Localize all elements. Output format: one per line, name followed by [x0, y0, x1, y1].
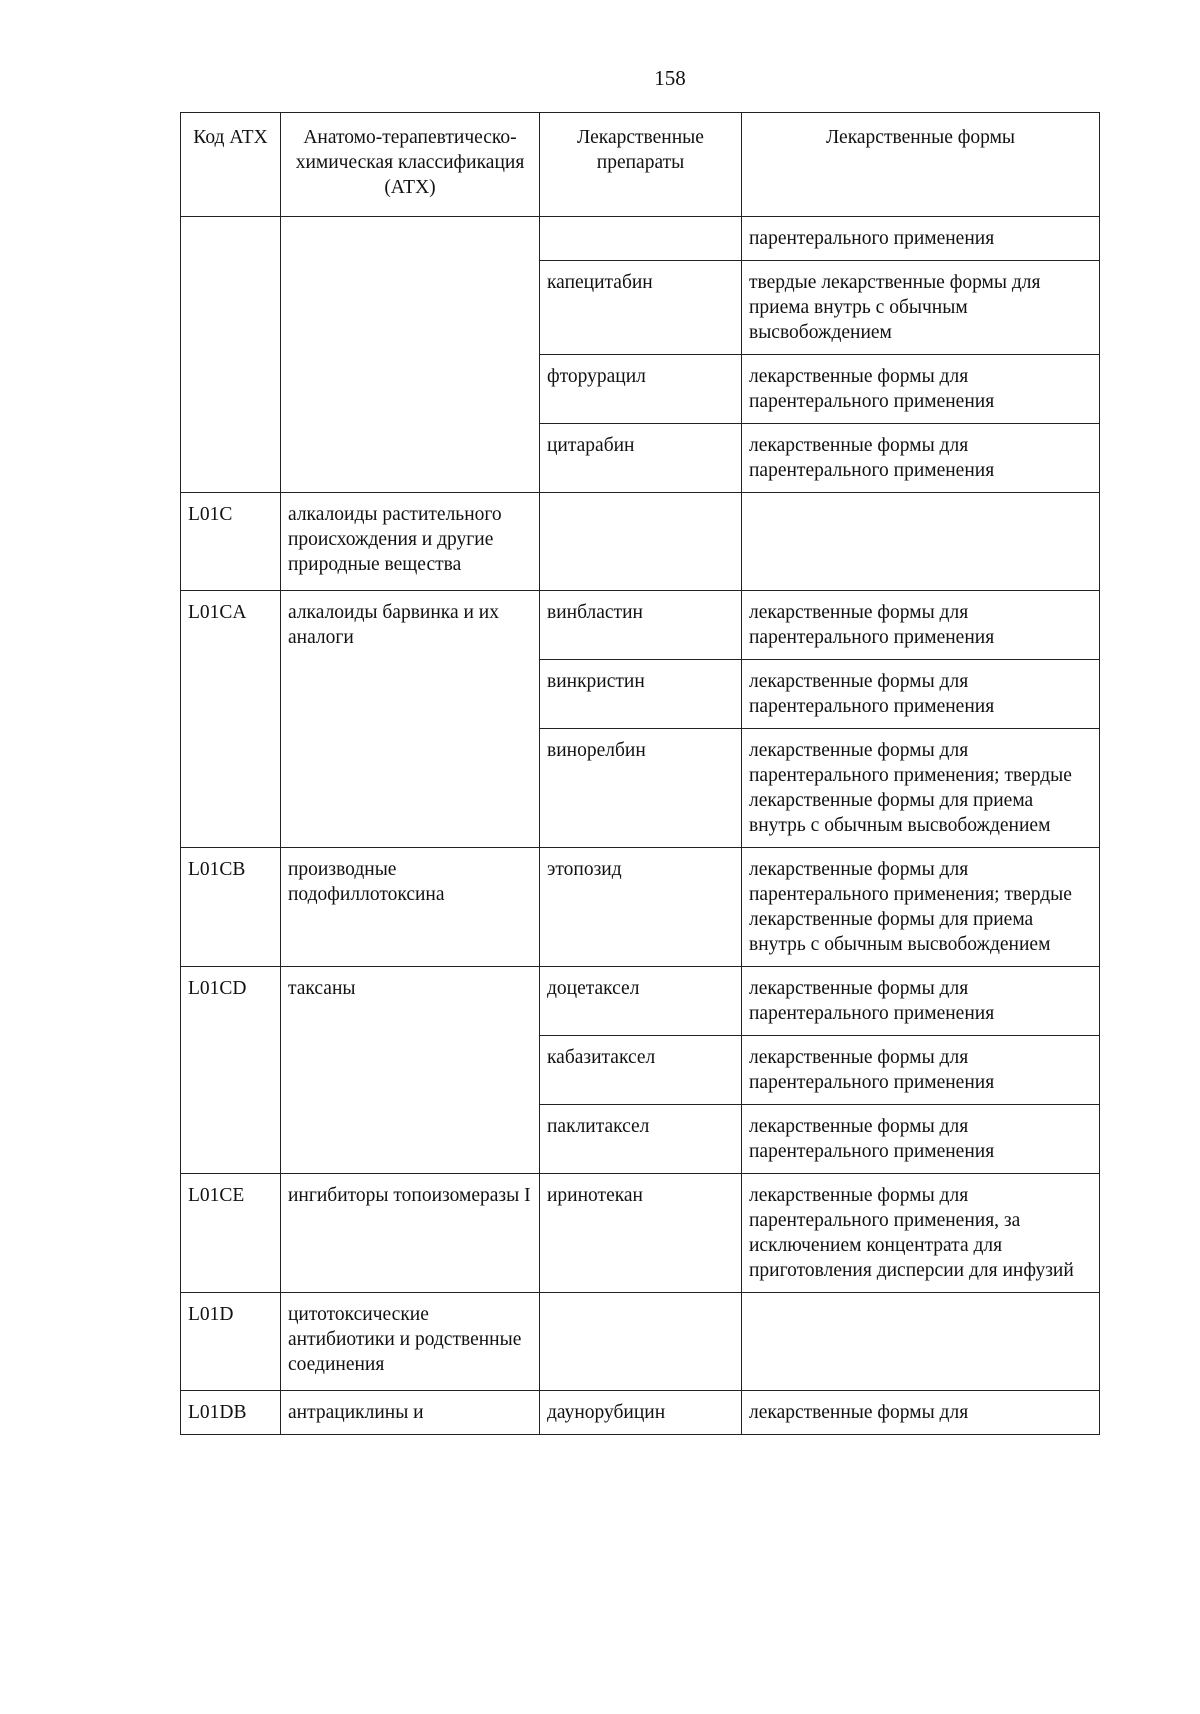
drug-cell: кабазитаксел [540, 1036, 742, 1105]
classification-cell: ингибиторы топоизомеразы I [281, 1174, 540, 1293]
form-cell: лекарственные формы для парентерального применения [742, 1036, 1100, 1105]
code-cell: L01DB [181, 1391, 281, 1435]
code-cell: L01CD [181, 967, 281, 1174]
drug-cell [540, 1293, 742, 1391]
table-row [181, 591, 1100, 660]
form-cell: лекарственные формы для парентерального применения [742, 1105, 1100, 1174]
drug-cell: цитарабин [540, 424, 742, 493]
table-row [181, 848, 1100, 967]
code-cell [181, 217, 281, 493]
drug-cell [540, 493, 742, 591]
form-cell: лекарственные формы для парентерального применения; твердые лекарственные формы для приема внутрь с обычным высвобождением [742, 729, 1100, 848]
header-row [181, 113, 1100, 217]
form-cell: парентерального применения [742, 217, 1100, 261]
drug-cell: винбластин [540, 591, 742, 660]
code-cell: L01C [181, 493, 281, 591]
form-cell: лекарственные формы для парентерального применения [742, 355, 1100, 424]
drug-cell: этопозид [540, 848, 742, 967]
classification-cell [281, 217, 540, 493]
page-number: 158 [654, 66, 686, 90]
code-cell: L01D [181, 1293, 281, 1391]
form-cell: лекарственные формы для [742, 1391, 1100, 1435]
drug-cell: винорелбин [540, 729, 742, 848]
drug-cell: иринотекан [540, 1174, 742, 1293]
form-cell: лекарственные формы для парентерального применения, за исключением концентрата для приготовления дисперсии для инфузий [742, 1174, 1100, 1293]
code-cell: L01CB [181, 848, 281, 967]
classification-cell: антрациклины и [281, 1391, 540, 1435]
classification-cell: цитотоксические антибиотики и родственные соединения [281, 1293, 540, 1391]
classification-cell: алкалоиды барвинка и их аналоги [281, 591, 540, 848]
drug-cell [540, 217, 742, 261]
form-cell [742, 493, 1100, 591]
drug-cell: доцетаксел [540, 967, 742, 1036]
drug-cell: даунорубицин [540, 1391, 742, 1435]
form-cell: лекарственные формы для парентерального применения [742, 424, 1100, 493]
form-cell: лекарственные формы для парентерального применения [742, 660, 1100, 729]
table-row [181, 1174, 1100, 1293]
header-drugs: Лекарственные препараты [540, 113, 742, 217]
drug-cell: капецитабин [540, 261, 742, 355]
form-cell: лекарственные формы для парентерального применения [742, 591, 1100, 660]
code-cell: L01CA [181, 591, 281, 848]
drug-cell: винкристин [540, 660, 742, 729]
table-row [181, 1293, 1100, 1391]
code-cell: L01CE [181, 1174, 281, 1293]
table-row [181, 967, 1100, 1036]
drug-cell: фторурацил [540, 355, 742, 424]
header-forms: Лекарственные формы [742, 113, 1100, 217]
table-row [181, 493, 1100, 591]
classification-cell: производные подофиллотоксина [281, 848, 540, 967]
form-cell: лекарственные формы для парентерального применения [742, 967, 1100, 1036]
form-cell: лекарственные формы для парентерального применения; твердые лекарственные формы для приема внутрь с обычным высвобождением [742, 848, 1100, 967]
table-row [181, 217, 1100, 261]
classification-cell: таксаны [281, 967, 540, 1174]
form-cell: твердые лекарственные формы для приема внутрь с обычным высвобождением [742, 261, 1100, 355]
drug-cell: паклитаксел [540, 1105, 742, 1174]
header-code: Код АТХ [181, 113, 281, 217]
atx-table [180, 112, 1100, 1435]
classification-cell: алкалоиды растительного происхождения и другие природные вещества [281, 493, 540, 591]
header-classification: Анатомо-терапевтическо-химическая классификация (АТХ) [281, 113, 540, 217]
table-row [181, 1391, 1100, 1435]
form-cell [742, 1293, 1100, 1391]
